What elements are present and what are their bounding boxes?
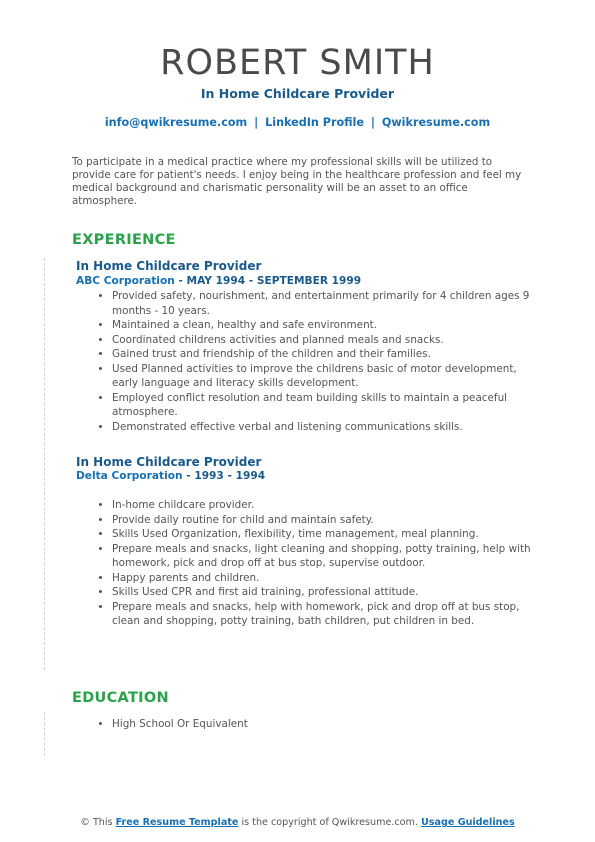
list-item: • Skills Used Organization, flexibility, time management, meal planning. (112, 527, 532, 542)
candidate-title: In Home Childcare Provider (200, 86, 395, 101)
website-link[interactable]: Qwikresume.com (381, 116, 491, 129)
job-company-line (76, 275, 361, 287)
contact-line (0, 116, 595, 129)
education-rail (44, 712, 45, 756)
linkedin-link[interactable]: LinkedIn Profile (265, 116, 364, 129)
list-item: • Demonstrated effective verbal and listening communications skills. (112, 420, 532, 435)
list-item: • In-home childcare provider. (112, 498, 532, 513)
copyright-footer (0, 817, 595, 828)
job-bullets (94, 289, 532, 434)
contact-separator: | (254, 116, 259, 129)
experience-heading: EXPERIENCE (72, 232, 176, 248)
list-item: • Employed conflict resolution and team building skills to maintain a peaceful atmosphere. (112, 391, 532, 420)
list-item: • Coordinated childrens activities and planned meals and snacks. (112, 333, 532, 348)
usage-guidelines-link[interactable]: Usage Guidelines (421, 817, 515, 828)
education-heading: EDUCATION (72, 690, 169, 706)
job-dates: - MAY 1994 - SEPTEMBER 1999 (174, 275, 362, 287)
footer-middle: is the copyright of Qwikresume.com. (238, 817, 421, 828)
list-item: • Happy parents and children. (112, 571, 532, 586)
list-item: • Prepare meals and snacks, help with homework, pick and drop off at bus stop, clean and shopping, potty training, bath children, put children in bed. (112, 600, 532, 629)
job-title: In Home Childcare Provider (76, 455, 262, 469)
job-bullets (94, 498, 532, 629)
job-title: In Home Childcare Provider (76, 259, 262, 273)
list-item: • Gained trust and friendship of the children and their families. (112, 347, 532, 362)
experience-rail (44, 258, 45, 670)
footer-prefix: © This (80, 817, 116, 828)
list-item: • Used Planned activities to improve the childrens basic of motor development, early language and literacy skills development. (112, 362, 532, 391)
list-item: • Maintained a clean, healthy and safe environment. (112, 318, 532, 333)
candidate-name: ROBERT SMITH (160, 43, 435, 83)
job-company-line (76, 470, 265, 482)
list-item: • Skills Used CPR and first aid training, professional attitude. (112, 585, 532, 600)
summary-paragraph: To participate in a medical practice where my professional skills will be utilized to provide care for patient's needs. I enjoy being in the healthcare profession and feel my medical background and charismatic personality will be an asset to an office atmosphere. (72, 156, 522, 207)
email-link[interactable]: info@qwikresume.com (104, 116, 248, 129)
education-bullets (94, 717, 532, 732)
job-dates: - 1993 - 1994 (182, 470, 266, 482)
contact-separator: | (370, 116, 375, 129)
list-item: • Provide daily routine for child and maintain safety. (112, 513, 532, 528)
list-item: • High School Or Equivalent (112, 717, 532, 732)
list-item: • Prepare meals and snacks, light cleaning and shopping, potty training, help with homework, pick and drop off at bus stop, supervise outdoor. (112, 542, 532, 571)
job-company: ABC Corporation (76, 275, 175, 287)
job-company: Delta Corporation (76, 470, 183, 482)
list-item: • Provided safety, nourishment, and entertainment primarily for 4 children ages 9 months - 10 years. (112, 289, 532, 318)
free-resume-template-link[interactable]: Free Resume Template (115, 817, 239, 828)
